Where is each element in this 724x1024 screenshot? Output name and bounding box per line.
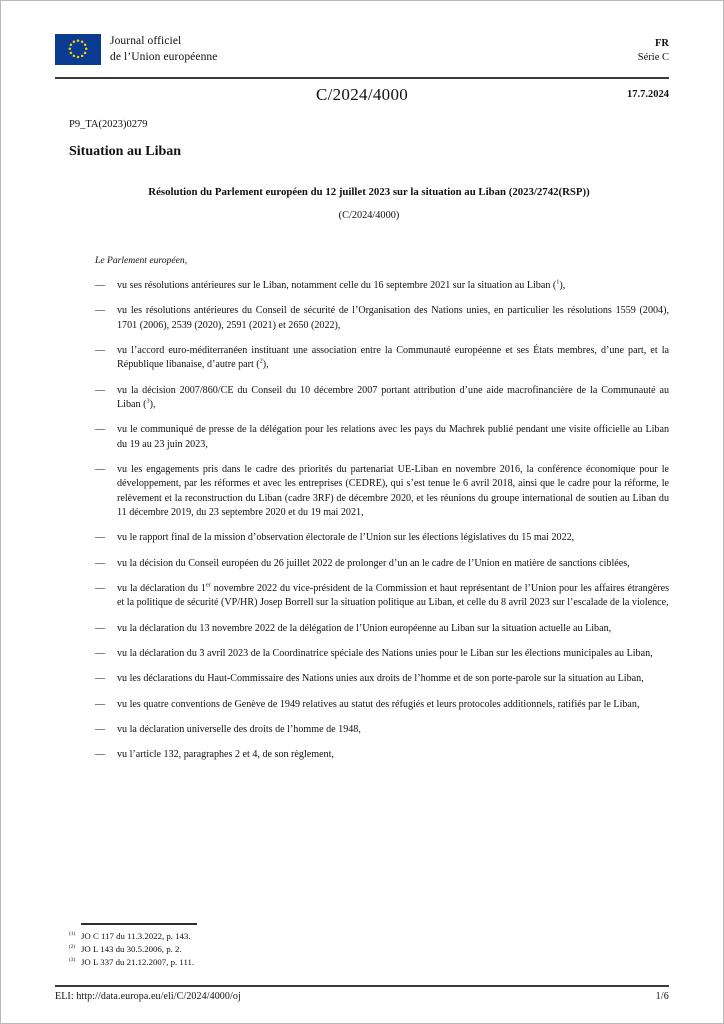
citation-item (69, 304, 669, 333)
resolution-reference: (C/2024/4000) (338, 210, 400, 221)
citations-list (69, 279, 669, 763)
citation-item (69, 622, 669, 636)
citation-dash: — (95, 622, 106, 634)
ordinal-superscript: er (205, 581, 211, 589)
citation-dash: — (95, 305, 106, 317)
citation-text (117, 623, 611, 634)
citation-text (117, 305, 669, 330)
masthead-line-2: de l’Union européenne (110, 50, 218, 63)
footnote-reference[interactable]: 2 (259, 357, 263, 365)
citation-item (69, 531, 669, 545)
footnote-marker: (1) (69, 930, 76, 937)
citation-dash: — (95, 557, 106, 569)
citation-item (69, 384, 669, 413)
citation-item (69, 698, 669, 712)
masthead-line-1: Journal officiel (110, 35, 182, 48)
footnote-item (69, 930, 489, 943)
footnote-item (69, 956, 489, 969)
citation-text-main: vu le communiqué de presse de la délégation pour les relations avec les pays du Machrek publié pendant une visite officielle au Liban du 19 au 23 juin 2023, (117, 424, 669, 450)
citation-text-main: novembre 2022 du vice-président de la Commission et haut représentant de l’Union pour les affaires étrangères et la politique de sécurité (VP/HR) Josep Borrell sur la situation politique au Liban, et celle du 8 avril 2023 sur l’escalade de la violence, (117, 582, 669, 609)
citation-item (69, 723, 669, 737)
page-title: Situation au Liban (69, 144, 182, 159)
citation-dash: — (95, 673, 106, 685)
citation-text-after: ), (149, 398, 156, 410)
citation-text-main: vu la décision du Conseil européen du 26 juillet 2022 de prolonger d’un an le cadre de l’Union en matière de sanctions ciblées, (117, 557, 630, 569)
eli-link[interactable]: ELI: http://data.europa.eu/eli/C/2024/4000/oj (55, 991, 241, 1002)
citation-text-main: vu la déclaration du 3 avril 2023 de la Coordinatrice spéciale des Nations unies pour le Liban sur les élections municipales au Liban, (117, 647, 653, 659)
footnote-separator (81, 923, 197, 925)
citation-text-main: vu l’accord euro-méditerranéen instituant une association entre la Communauté européenne et ses États membres, d’une part, et la République libanaise, d’autre part ( (117, 344, 669, 371)
citation-text (117, 699, 639, 710)
header-language-series (638, 34, 669, 65)
citation-text (117, 583, 669, 608)
citation-dash: — (95, 424, 106, 436)
page-number: 1/6 (655, 991, 669, 1002)
citation-text-after: ), (559, 280, 566, 291)
citation-dash: — (95, 384, 106, 396)
citation-text-after: ), (262, 359, 269, 371)
citation-text (117, 280, 565, 291)
header-rule (55, 77, 669, 79)
series-label: Série C (637, 52, 669, 64)
citation-item (69, 423, 669, 452)
citation-text (117, 424, 669, 449)
citation-dash: — (95, 698, 106, 710)
citation-text-main: vu les engagements pris dans le cadre des priorités du partenariat UE-Liban en novembre 2016, la conférence économique pour le développement, par les réformes et avec les entreprises (CEDRE), qui s’est tenue le 6 avril 2018, ainsi que le cadre pour la réforme, le relèvement et la reconstruction du Liban (cadre 3RF) de décembre 2020, et les réunions du groupe international de soutien au Liban du 11 décembre 2019, du 23 septembre 2020 et du 19 mai 2021, (117, 463, 669, 518)
citation-text-main: vu l’article 132, paragraphes 2 et 4, de son règlement, (117, 749, 334, 761)
footnote-marker: (2) (69, 943, 76, 950)
document-number: C/2024/4000 (315, 85, 409, 104)
citation-text-main: vu la décision 2007/860/CE du Conseil du 10 décembre 2007 portant attribution d’une aide macrofinancière de la Communauté au Liban ( (117, 384, 669, 410)
citation-dash: — (95, 280, 106, 291)
language-code: FR (655, 38, 669, 49)
footnote-item (69, 943, 489, 956)
citation-item (69, 344, 669, 373)
ta-identifier: P9_TA(2023)0279 (69, 119, 148, 130)
citation-dash: — (95, 647, 106, 659)
footnote-reference[interactable]: 3 (146, 397, 150, 405)
page-content-area (55, 1, 669, 1023)
citation-text (117, 385, 669, 410)
citation-text-main: vu les déclarations du Haut-Commissaire des Nations unies aux droits de l’homme et de son porte-parole sur la situation au Liban, (117, 673, 644, 685)
citation-item (69, 672, 669, 686)
citation-text-main: vu la déclaration du 13 novembre 2022 de la délégation de l’Union européenne au Liban sur la situation actuelle au Liban, (117, 622, 612, 634)
citation-text (117, 724, 361, 735)
citation-dash: — (95, 749, 106, 761)
citation-text (117, 558, 630, 569)
masthead-text (110, 34, 217, 65)
resolution-title: Résolution du Parlement européen du 12 juillet 2023 sur la situation au Liban (2023/2742(RSP)) (148, 186, 590, 198)
citation-text (117, 532, 574, 543)
footer-rule (55, 985, 669, 987)
lead-in-text: Le Parlement européen, (95, 255, 188, 266)
citation-item (69, 557, 669, 571)
citation-text (117, 673, 644, 684)
page-footer (55, 991, 669, 1002)
page-header (55, 34, 669, 65)
citation-dash: — (95, 532, 106, 544)
document-body (69, 119, 669, 774)
citation-text-main: vu la déclaration universelle des droits de l’homme de 1948, (117, 723, 361, 735)
footnote-reference[interactable]: 1 (556, 278, 560, 286)
citation-text (117, 345, 669, 370)
footnote-text: JO L 337 du 21.12.2007, p. 111. (81, 956, 195, 967)
citation-item (69, 647, 669, 661)
document-number-row (55, 85, 669, 109)
citation-text-main: vu les quatre conventions de Genève de 1949 relatives au statut des réfugiés et leurs protocoles additionnels, ratifiés par le Liban, (117, 698, 640, 710)
citation-text (117, 648, 653, 659)
masthead (55, 34, 217, 65)
citation-dash: — (95, 582, 106, 594)
eu-flag-icon (55, 34, 101, 65)
footnote-text: JO L 143 du 30.5.2006, p. 2. (81, 943, 182, 954)
citation-item (69, 748, 669, 762)
citation-dash: — (95, 344, 106, 356)
citation-text (117, 749, 334, 760)
citation-item (69, 279, 669, 293)
footnote-text: JO C 117 du 11.3.2022, p. 143. (81, 930, 191, 941)
citation-dash: — (95, 723, 106, 735)
citation-text-main: vu les résolutions antérieures du Conseil de sécurité de l’Organisation des Nations unies, en particulier les résolutions 1559 (2004), 1701 (2006), 2539 (2020), 2591 (2021) et 2650 (2022), (117, 305, 669, 331)
citation-dash: — (95, 463, 106, 475)
citation-text-main: vu ses résolutions antérieures sur le Liban, notamment celle du 16 septembre 2021 sur la situation au Liban ( (117, 280, 557, 291)
footnote-marker: (3) (69, 957, 76, 964)
citation-text (117, 464, 669, 518)
citation-item (69, 463, 669, 520)
footnotes-list (69, 930, 489, 970)
document-date: 17.7.2024 (627, 89, 669, 100)
citation-text-main: vu le rapport final de la mission d’observation électorale de l’Union sur les élections législatives du 15 mai 2022, (117, 532, 575, 544)
citation-item (69, 582, 669, 611)
citation-text-prefix: vu la déclaration du 1 (117, 582, 206, 594)
footnotes-block (69, 923, 489, 969)
